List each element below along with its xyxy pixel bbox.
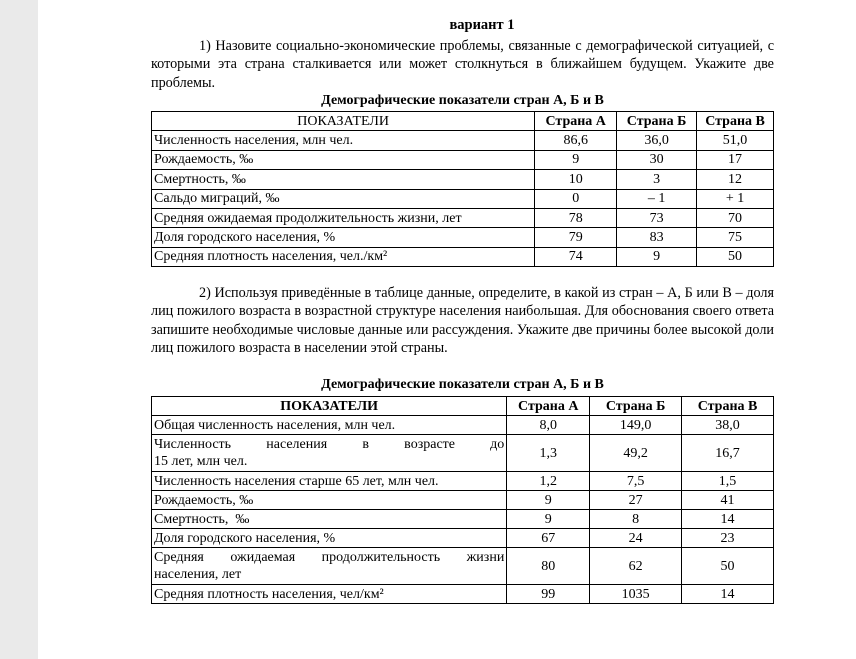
variant-title: вариант 1 xyxy=(449,17,515,33)
row-label xyxy=(152,435,507,472)
cell-b: 73 xyxy=(617,208,697,227)
cell-c: 41 xyxy=(682,491,774,510)
table-row xyxy=(152,585,774,604)
cell-c: 51,0 xyxy=(697,131,774,150)
row-label: Численность населения старше 65 лет, млн чел. xyxy=(152,472,507,491)
cell-b: 149,0 xyxy=(590,416,682,435)
header-country-c: Страна В xyxy=(697,112,774,131)
table-header-row xyxy=(152,397,774,416)
cell-a: 0 xyxy=(535,189,617,208)
cell-a: 9 xyxy=(507,491,590,510)
cell-b: 1035 xyxy=(590,585,682,604)
question-2-text: 2) Используя приведённые в таблице данные, определите, в какой из стран – А, Б или В – доля лиц пожилого возраста в возрастной структуре населения наибольшая. Для обоснования своего ответа запишите необходимые числовые данные или рассуждения. Укажите две причины более высокой доли лиц пожилого возраста в населении этой страны. xyxy=(151,285,774,357)
header-country-a: Страна А xyxy=(535,112,617,131)
cell-c: 38,0 xyxy=(682,416,774,435)
row-label: Средняя плотность населения, чел./км² xyxy=(152,247,535,266)
header-indicators: ПОКАЗАТЕЛИ xyxy=(152,397,507,416)
row-label: Рождаемость, ‰ xyxy=(152,491,507,510)
cell-b: 36,0 xyxy=(617,131,697,150)
table-row xyxy=(152,548,774,585)
question-1-text: 1) Назовите социально-экономические проблемы, связанные с демографической ситуацией, с которыми эта страна сталкивается или может столкнуться в ближайшем будущем. Укажите две проблемы. xyxy=(151,38,774,91)
cell-c: 23 xyxy=(682,529,774,548)
row-label: Численность населения, млн чел. xyxy=(152,131,535,150)
table-row xyxy=(152,131,774,150)
header-country-c: Страна В xyxy=(682,397,774,416)
row-label: Общая численность населения, млн чел. xyxy=(152,416,507,435)
row-label-line-1: Средняя ожидаемая продолжительность жизни xyxy=(154,550,505,565)
cell-a: 86,6 xyxy=(535,131,617,150)
row-label xyxy=(152,548,507,585)
row-label-line-2: 15 лет, млн чел. xyxy=(154,454,248,469)
cell-a: 80 xyxy=(507,548,590,585)
cell-a: 9 xyxy=(507,510,590,529)
table-row xyxy=(152,416,774,435)
header-indicators: ПОКАЗАТЕЛИ xyxy=(152,112,535,131)
table-2-caption: Демографические показатели стран А, Б и В xyxy=(321,377,604,392)
table-row xyxy=(152,247,774,266)
cell-c: 70 xyxy=(697,208,774,227)
cell-a: 67 xyxy=(507,529,590,548)
cell-b: – 1 xyxy=(617,189,697,208)
cell-a: 8,0 xyxy=(507,416,590,435)
table-1-caption: Демографические показатели стран А, Б и В xyxy=(321,93,604,108)
cell-b: 83 xyxy=(617,228,697,247)
table-row xyxy=(152,435,774,472)
table-header-row xyxy=(152,112,774,131)
row-label: Доля городского населения, % xyxy=(152,228,535,247)
cell-a: 1,2 xyxy=(507,472,590,491)
cell-b: 49,2 xyxy=(590,435,682,472)
cell-c: 16,7 xyxy=(682,435,774,472)
cell-b: 30 xyxy=(617,150,697,169)
row-label: Смертность, ‰ xyxy=(152,510,507,529)
table-row xyxy=(152,491,774,510)
cell-c: 50 xyxy=(697,247,774,266)
row-label: Доля городского населения, % xyxy=(152,529,507,548)
cell-b: 3 xyxy=(617,170,697,189)
row-label: Средняя ожидаемая продолжительность жизни, лет xyxy=(152,208,535,227)
cell-b: 9 xyxy=(617,247,697,266)
table-row xyxy=(152,529,774,548)
cell-a: 99 xyxy=(507,585,590,604)
cell-b: 24 xyxy=(590,529,682,548)
cell-c: 17 xyxy=(697,150,774,169)
header-country-b: Страна Б xyxy=(590,397,682,416)
row-label: Рождаемость, ‰ xyxy=(152,150,535,169)
cell-c: 1,5 xyxy=(682,472,774,491)
cell-a: 9 xyxy=(535,150,617,169)
cell-c: 14 xyxy=(682,510,774,529)
cell-b: 8 xyxy=(590,510,682,529)
table-row xyxy=(152,208,774,227)
cell-a: 78 xyxy=(535,208,617,227)
table-row xyxy=(152,170,774,189)
row-label: Смертность, ‰ xyxy=(152,170,535,189)
table-row xyxy=(152,189,774,208)
document-page xyxy=(38,0,856,659)
cell-c: 75 xyxy=(697,228,774,247)
cell-b: 27 xyxy=(590,491,682,510)
table-1 xyxy=(151,111,774,267)
cell-b: 62 xyxy=(590,548,682,585)
cell-c: 12 xyxy=(697,170,774,189)
row-label-line-1: Численность населения в возрасте до xyxy=(154,437,505,452)
table-row xyxy=(152,228,774,247)
cell-c: + 1 xyxy=(697,189,774,208)
cell-c: 50 xyxy=(682,548,774,585)
header-country-b: Страна Б xyxy=(617,112,697,131)
cell-a: 1,3 xyxy=(507,435,590,472)
row-label-line-2: населения, лет xyxy=(154,567,242,582)
cell-a: 74 xyxy=(535,247,617,266)
table-2 xyxy=(151,396,774,604)
table-row xyxy=(152,150,774,169)
table-row xyxy=(152,510,774,529)
cell-c: 14 xyxy=(682,585,774,604)
table-row xyxy=(152,472,774,491)
cell-a: 79 xyxy=(535,228,617,247)
row-label: Средняя плотность населения, чел/км² xyxy=(152,585,507,604)
row-label: Сальдо миграций, ‰ xyxy=(152,189,535,208)
cell-a: 10 xyxy=(535,170,617,189)
cell-b: 7,5 xyxy=(590,472,682,491)
header-country-a: Страна А xyxy=(507,397,590,416)
